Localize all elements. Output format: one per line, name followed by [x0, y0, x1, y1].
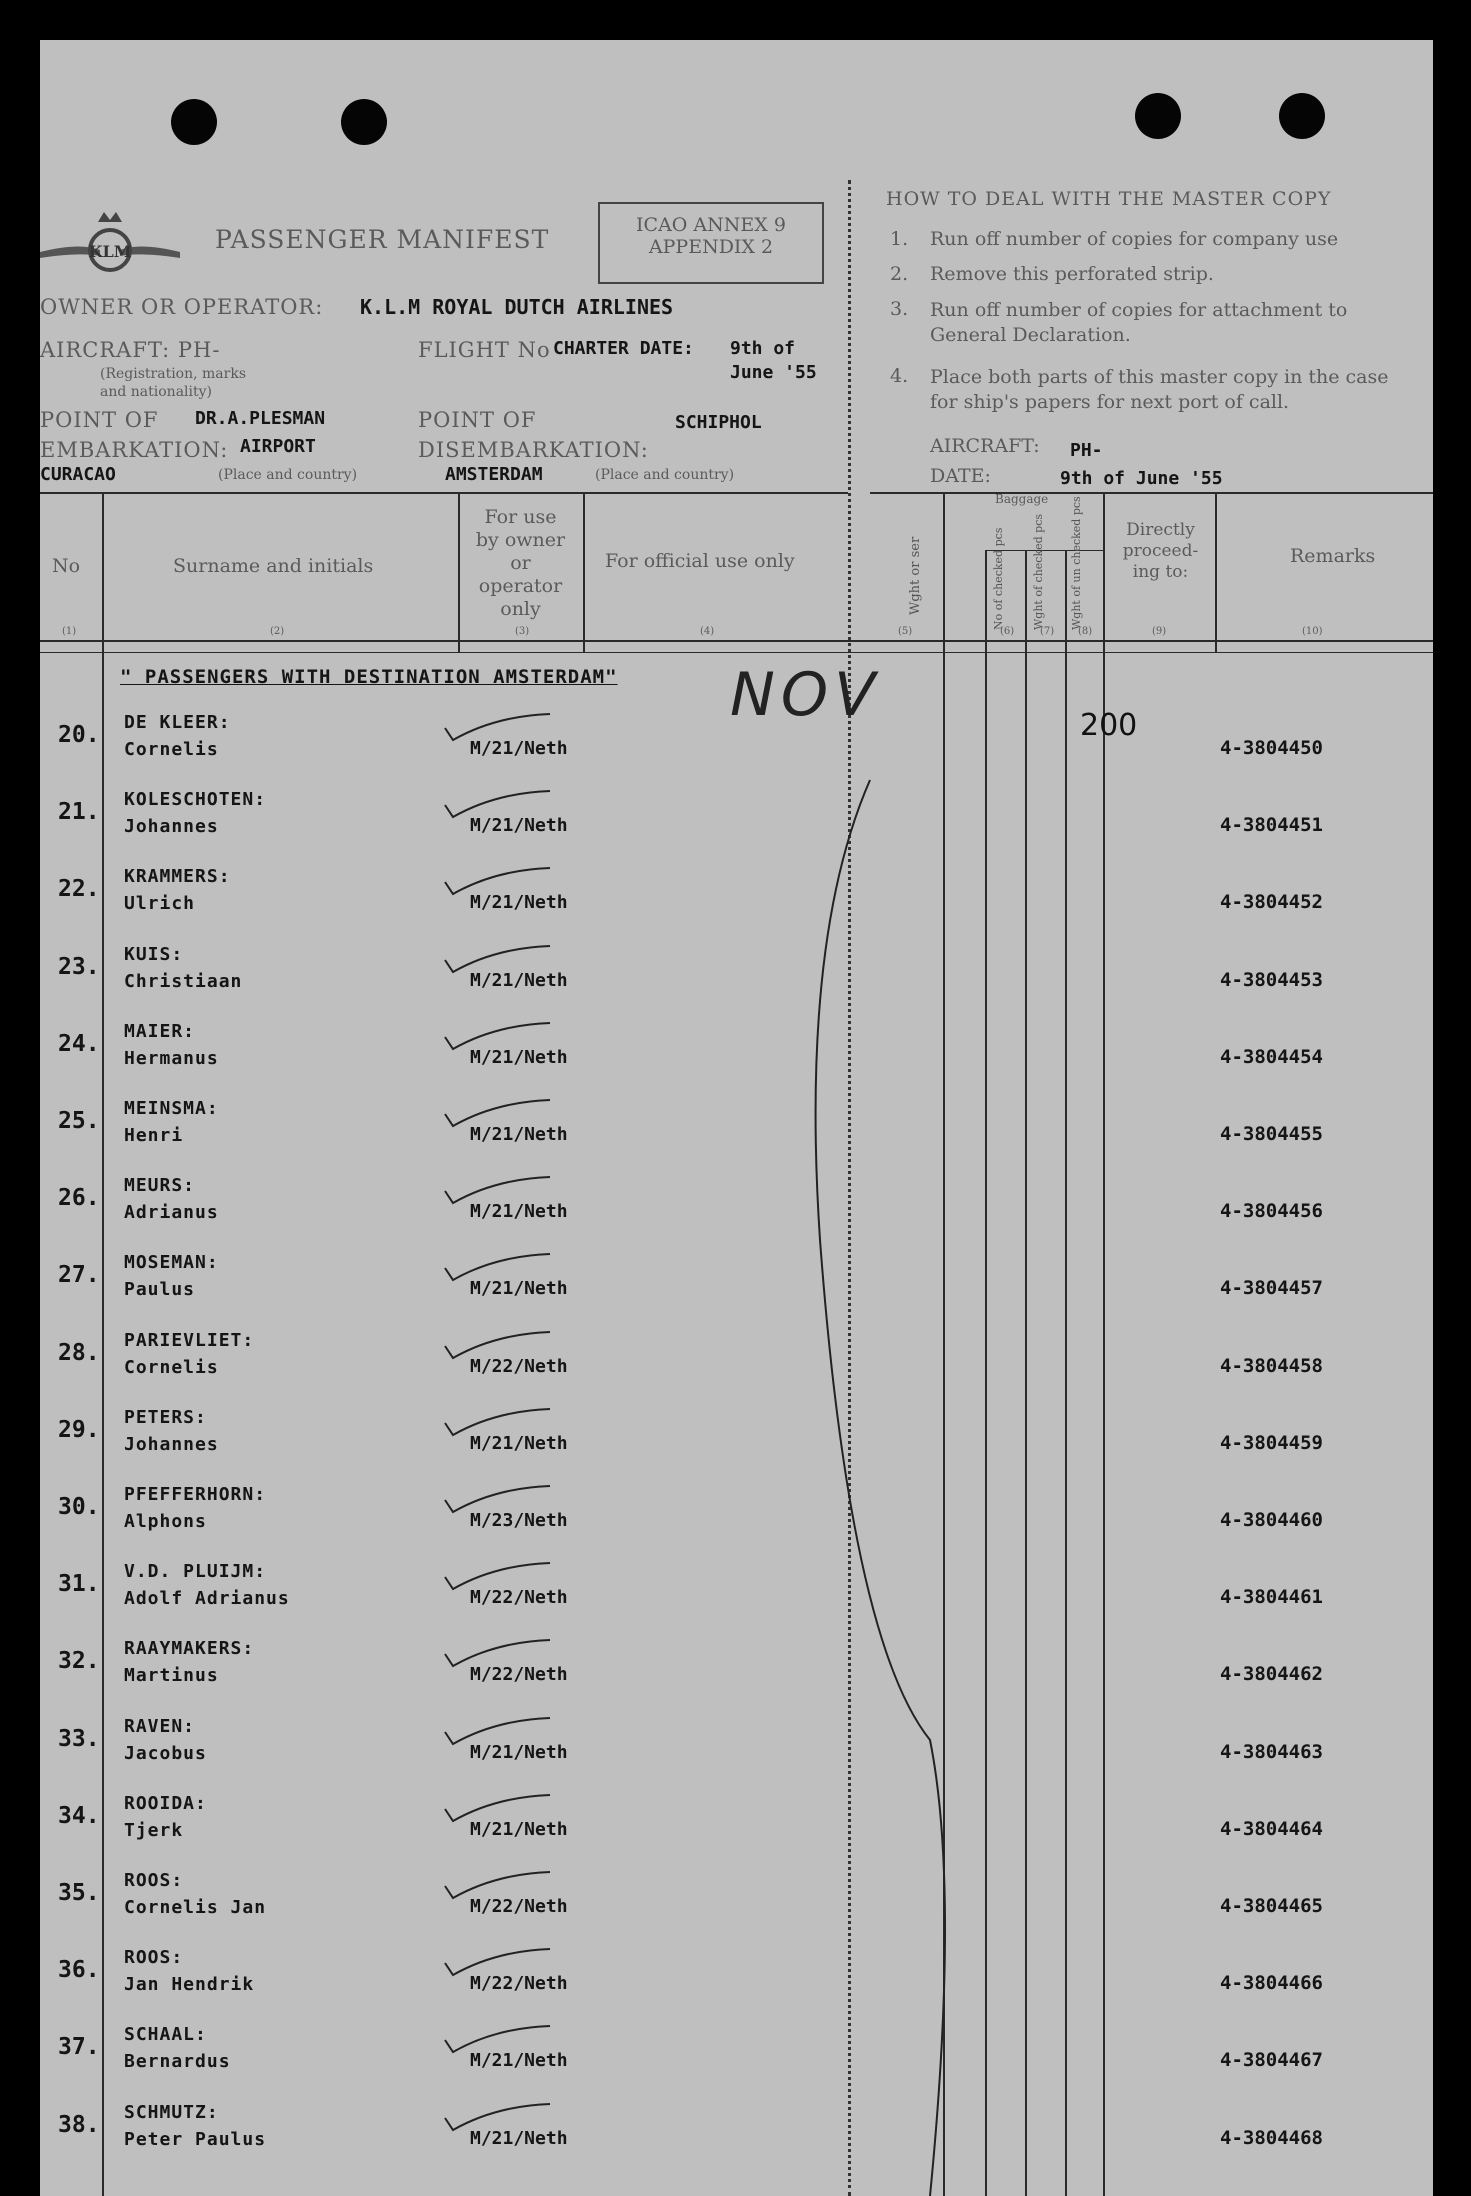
check-tick-mark	[435, 1403, 555, 1443]
punch-hole	[1135, 93, 1181, 139]
check-tick-mark	[435, 1248, 555, 1288]
col-header-use-5: only	[500, 598, 541, 620]
passenger-remark: 4-3804468	[1220, 2127, 1323, 2149]
col-header-name: Surname and initials	[173, 555, 374, 577]
passenger-given-name: Johannes	[124, 816, 219, 837]
passenger-owner-use: M/21/Neth	[470, 815, 568, 836]
col-divider	[985, 550, 987, 2196]
passenger-owner-use: M/21/Neth	[470, 1819, 568, 1840]
icao-line-2: APPENDIX 2	[648, 236, 774, 258]
passenger-surname: PETERS:	[124, 1407, 207, 1428]
instruction-3-text: Run off number of copies for attachment to General Declaration.	[930, 299, 1348, 346]
instr-date-value: 9th of June '55	[1060, 468, 1223, 489]
passenger-given-name: Bernardus	[124, 2051, 231, 2072]
passenger-given-name: Cornelis	[124, 739, 219, 760]
instructions-title: HOW TO DEAL WITH THE MASTER COPY	[886, 188, 1332, 210]
passenger-given-name: Henri	[124, 1125, 184, 1146]
passenger-number: 30.	[58, 1494, 100, 1520]
embark-label-2: EMBARKATION:	[40, 438, 229, 462]
passenger-owner-use: M/22/Neth	[470, 1356, 568, 1377]
col-header-direct	[1108, 520, 1213, 583]
table-top-line	[40, 492, 848, 494]
col-header-use-2: by owner	[475, 529, 566, 551]
passenger-given-name: Cornelis Jan	[124, 1897, 267, 1918]
flight-date-2: June '55	[730, 362, 817, 383]
col-header-official: For official use only	[605, 550, 795, 572]
handwritten-200: 200	[1080, 708, 1138, 743]
col-divider	[1103, 492, 1105, 2196]
passenger-owner-use: M/22/Neth	[470, 1587, 568, 1608]
passenger-number: 38.	[58, 2112, 100, 2138]
check-tick-mark	[435, 2020, 555, 2060]
flight-value: CHARTER DATE:	[553, 338, 694, 359]
check-tick-mark	[435, 785, 555, 825]
check-tick-mark	[435, 2098, 555, 2138]
col-header-weight: Wght or ser	[908, 536, 923, 615]
col-divider	[1065, 550, 1067, 2196]
passenger-owner-use: M/22/Neth	[470, 1973, 568, 1994]
aircraft-label: AIRCRAFT: PH-	[40, 338, 221, 362]
passenger-remark: 4-3804458	[1220, 1355, 1323, 1377]
passenger-surname: SCHMUTZ:	[124, 2102, 219, 2123]
passenger-number: 27.	[58, 1262, 100, 1288]
disembark-value-1: SCHIPHOL	[675, 412, 762, 433]
col-header-use	[458, 506, 583, 621]
check-tick-mark	[435, 1866, 555, 1906]
passenger-surname: KUIS:	[124, 944, 184, 965]
passenger-remark: 4-3804454	[1220, 1046, 1323, 1068]
passenger-remark: 4-3804451	[1220, 814, 1323, 836]
punch-hole	[341, 99, 387, 145]
passenger-surname: SCHAAL:	[124, 2024, 207, 2045]
col-header-no: No	[52, 555, 81, 577]
passenger-number: 31.	[58, 1571, 100, 1597]
passenger-remark: 4-3804467	[1220, 2049, 1323, 2071]
passenger-number: 21.	[58, 799, 100, 825]
passenger-remark: 4-3804464	[1220, 1818, 1323, 1840]
passenger-number: 25.	[58, 1108, 100, 1134]
aircraft-note-1: (Registration, marks	[100, 366, 247, 382]
passenger-surname: PFEFFERHORN:	[124, 1484, 267, 1505]
col-header-use-3: or	[510, 552, 531, 574]
col-num: (8)	[1078, 626, 1093, 637]
passenger-owner-use: M/21/Neth	[470, 970, 568, 991]
instruction-2-num: 2.	[890, 263, 909, 285]
passenger-remark: 4-3804463	[1220, 1741, 1323, 1763]
passenger-given-name: Hermanus	[124, 1048, 219, 1069]
passenger-given-name: Jacobus	[124, 1743, 207, 1764]
passenger-surname: ROOS:	[124, 1870, 184, 1891]
passenger-owner-use: M/22/Neth	[470, 1896, 568, 1917]
instruction-2-text: Remove this perforated strip.	[930, 263, 1214, 285]
check-tick-mark	[435, 1480, 555, 1520]
col-num: (6)	[1000, 626, 1015, 637]
icao-line-1: ICAO ANNEX 9	[636, 214, 786, 236]
col-num: (5)	[898, 626, 913, 637]
col-num: (1)	[62, 626, 77, 637]
table-top-line-right	[870, 492, 1433, 494]
table-header-bottom-line-2	[40, 652, 1433, 653]
passenger-number: 29.	[58, 1417, 100, 1443]
col-num: (4)	[700, 626, 715, 637]
passenger-given-name: Peter Paulus	[124, 2129, 267, 2150]
disembark-label-1: POINT OF	[418, 408, 537, 432]
passenger-owner-use: M/21/Neth	[470, 2050, 568, 2071]
passenger-number: 22.	[58, 876, 100, 902]
klm-crest-logo	[40, 202, 180, 282]
check-tick-mark	[435, 1326, 555, 1366]
instr-aircraft-value: PH-	[1070, 440, 1103, 461]
passenger-given-name: Ulrich	[124, 893, 196, 914]
passenger-owner-use: M/21/Neth	[470, 1278, 568, 1299]
check-tick-mark	[435, 940, 555, 980]
embark-value-2: AIRPORT	[240, 436, 316, 457]
embark-value-1: DR.A.PLESMAN	[195, 408, 326, 429]
owner-value: K.L.M ROYAL DUTCH AIRLINES	[360, 295, 674, 319]
col-header-b3: Wght of un checked pcs	[1070, 496, 1083, 630]
passenger-number: 34.	[58, 1803, 100, 1829]
passenger-remark: 4-3804465	[1220, 1895, 1323, 1917]
passenger-owner-use: M/21/Neth	[470, 2128, 568, 2149]
col-header-b1: No of checked pcs	[992, 527, 1005, 630]
passenger-remark: 4-3804450	[1220, 737, 1323, 759]
passenger-surname: MEINSMA:	[124, 1098, 219, 1119]
passenger-owner-use: M/21/Neth	[470, 1433, 568, 1454]
passenger-number: 24.	[58, 1031, 100, 1057]
passenger-owner-use: M/21/Neth	[470, 892, 568, 913]
passenger-remark: 4-3804455	[1220, 1123, 1323, 1145]
passenger-remark: 4-3804459	[1220, 1432, 1323, 1454]
passenger-remark: 4-3804462	[1220, 1663, 1323, 1685]
passenger-owner-use: M/23/Neth	[470, 1510, 568, 1531]
passenger-owner-use: M/22/Neth	[470, 1664, 568, 1685]
col-header-direct-2: proceed-	[1122, 541, 1199, 561]
svg-text:KLM: KLM	[88, 242, 132, 261]
check-tick-mark	[435, 708, 555, 748]
col-header-remarks: Remarks	[1290, 545, 1376, 567]
embark-place: (Place and country)	[218, 467, 358, 483]
col-header-b2: Wght of checked pcs	[1032, 513, 1045, 630]
flight-date-1: 9th of	[730, 338, 796, 359]
passenger-number: 26.	[58, 1185, 100, 1211]
check-tick-mark	[435, 1634, 555, 1674]
passenger-remark: 4-3804461	[1220, 1586, 1323, 1608]
passenger-surname: MAIER:	[124, 1021, 196, 1042]
disembark-place: (Place and country)	[595, 467, 735, 483]
disembark-value-2: AMSTERDAM	[445, 464, 543, 485]
passenger-given-name: Martinus	[124, 1665, 219, 1686]
passenger-owner-use: M/21/Neth	[470, 1201, 568, 1222]
passenger-number: 23.	[58, 954, 100, 980]
col-num: (2)	[270, 626, 285, 637]
passenger-number: 37.	[58, 2034, 100, 2060]
instruction-1-num: 1.	[890, 228, 909, 250]
passenger-remark: 4-3804453	[1220, 969, 1323, 991]
punch-hole	[171, 99, 217, 145]
instr-aircraft-label: AIRCRAFT:	[930, 435, 1040, 457]
manifest-page	[40, 40, 1433, 2196]
col-header-direct-3: ing to:	[1132, 562, 1189, 582]
manifest-title: PASSENGER MANIFEST	[215, 225, 550, 254]
passenger-number: 32.	[58, 1648, 100, 1674]
col-header-direct-1: Directly	[1126, 520, 1195, 540]
col-num: (7)	[1040, 626, 1055, 637]
passenger-given-name: Adolf Adrianus	[124, 1588, 290, 1609]
check-tick-mark	[435, 1171, 555, 1211]
passenger-remark: 4-3804456	[1220, 1200, 1323, 1222]
instruction-4-num: 4.	[890, 365, 909, 387]
instr-date-label: DATE:	[930, 465, 991, 487]
col-header-use-4: operator	[478, 575, 563, 597]
passenger-remark: 4-3804452	[1220, 891, 1323, 913]
instruction-1-text: Run off number of copies for company use	[930, 228, 1339, 250]
icao-box	[598, 202, 824, 284]
passenger-owner-use: M/21/Neth	[470, 1047, 568, 1068]
passenger-owner-use: M/21/Neth	[470, 1124, 568, 1145]
passenger-surname: ROOS:	[124, 1947, 184, 1968]
table-header-bottom-line	[40, 640, 1433, 642]
passenger-given-name: Johannes	[124, 1434, 219, 1455]
passenger-surname: RAAYMAKERS:	[124, 1638, 255, 1659]
flight-label: FLIGHT No	[418, 338, 551, 362]
passenger-given-name: Tjerk	[124, 1820, 184, 1841]
disembark-label-2: DISEMBARKATION:	[418, 438, 649, 462]
passenger-number: 20.	[58, 722, 100, 748]
embark-label-1: POINT OF	[40, 408, 159, 432]
punch-hole	[1279, 93, 1325, 139]
check-tick-mark	[435, 1017, 555, 1057]
passenger-surname: RAVEN:	[124, 1716, 196, 1737]
passenger-owner-use: M/21/Neth	[470, 1742, 568, 1763]
section-heading: " PASSENGERS WITH DESTINATION AMSTERDAM"	[120, 666, 618, 688]
passenger-surname: MEURS:	[124, 1175, 196, 1196]
passenger-given-name: Paulus	[124, 1279, 196, 1300]
handwritten-nov-mark: NOV	[730, 660, 882, 730]
col-num: (3)	[515, 626, 530, 637]
passenger-remark: 4-3804460	[1220, 1509, 1323, 1531]
passenger-number: 33.	[58, 1726, 100, 1752]
passenger-remark: 4-3804457	[1220, 1277, 1323, 1299]
aircraft-note-2: and nationality)	[100, 384, 212, 400]
check-tick-mark	[435, 1557, 555, 1597]
passenger-given-name: Cornelis	[124, 1357, 219, 1378]
col-header-baggage: Baggage	[995, 492, 1049, 506]
passenger-surname: KRAMMERS:	[124, 866, 231, 887]
check-tick-mark	[435, 862, 555, 902]
check-tick-mark	[435, 1094, 555, 1134]
embark-value-3: CURACAO	[40, 464, 116, 485]
owner-label: OWNER OR OPERATOR:	[40, 295, 324, 319]
check-tick-mark	[435, 1789, 555, 1829]
passenger-given-name: Alphons	[124, 1511, 207, 1532]
passenger-surname: KOLESCHOTEN:	[124, 789, 267, 810]
passenger-surname: PARIEVLIET:	[124, 1330, 255, 1351]
col-header-use-1: For use	[484, 506, 557, 528]
col-num: (10)	[1302, 626, 1323, 637]
passenger-owner-use: M/21/Neth	[470, 738, 568, 759]
col-divider	[583, 492, 585, 652]
handwritten-vertical-stroke	[740, 740, 960, 2196]
passenger-given-name: Christiaan	[124, 971, 243, 992]
passenger-surname: V.D. PLUIJM:	[124, 1561, 267, 1582]
passenger-surname: MOSEMAN:	[124, 1252, 219, 1273]
passenger-surname: DE KLEER:	[124, 712, 231, 733]
passenger-number: 36.	[58, 1957, 100, 1983]
passenger-remark: 4-3804466	[1220, 1972, 1323, 1994]
check-tick-mark	[435, 1712, 555, 1752]
col-divider	[102, 492, 104, 2196]
col-num: (9)	[1152, 626, 1167, 637]
instruction-4-text: Place both parts of this master copy in the case for ship's papers for next port of call.	[930, 366, 1389, 413]
passenger-surname: ROOIDA:	[124, 1793, 207, 1814]
passenger-number: 35.	[58, 1880, 100, 1906]
check-tick-mark	[435, 1943, 555, 1983]
passenger-given-name: Adrianus	[124, 1202, 219, 1223]
passenger-given-name: Jan Hendrik	[124, 1974, 255, 1995]
col-divider	[1215, 492, 1217, 652]
passenger-number: 28.	[58, 1340, 100, 1366]
col-divider	[1025, 550, 1027, 2196]
instruction-3-num: 3.	[890, 298, 909, 320]
